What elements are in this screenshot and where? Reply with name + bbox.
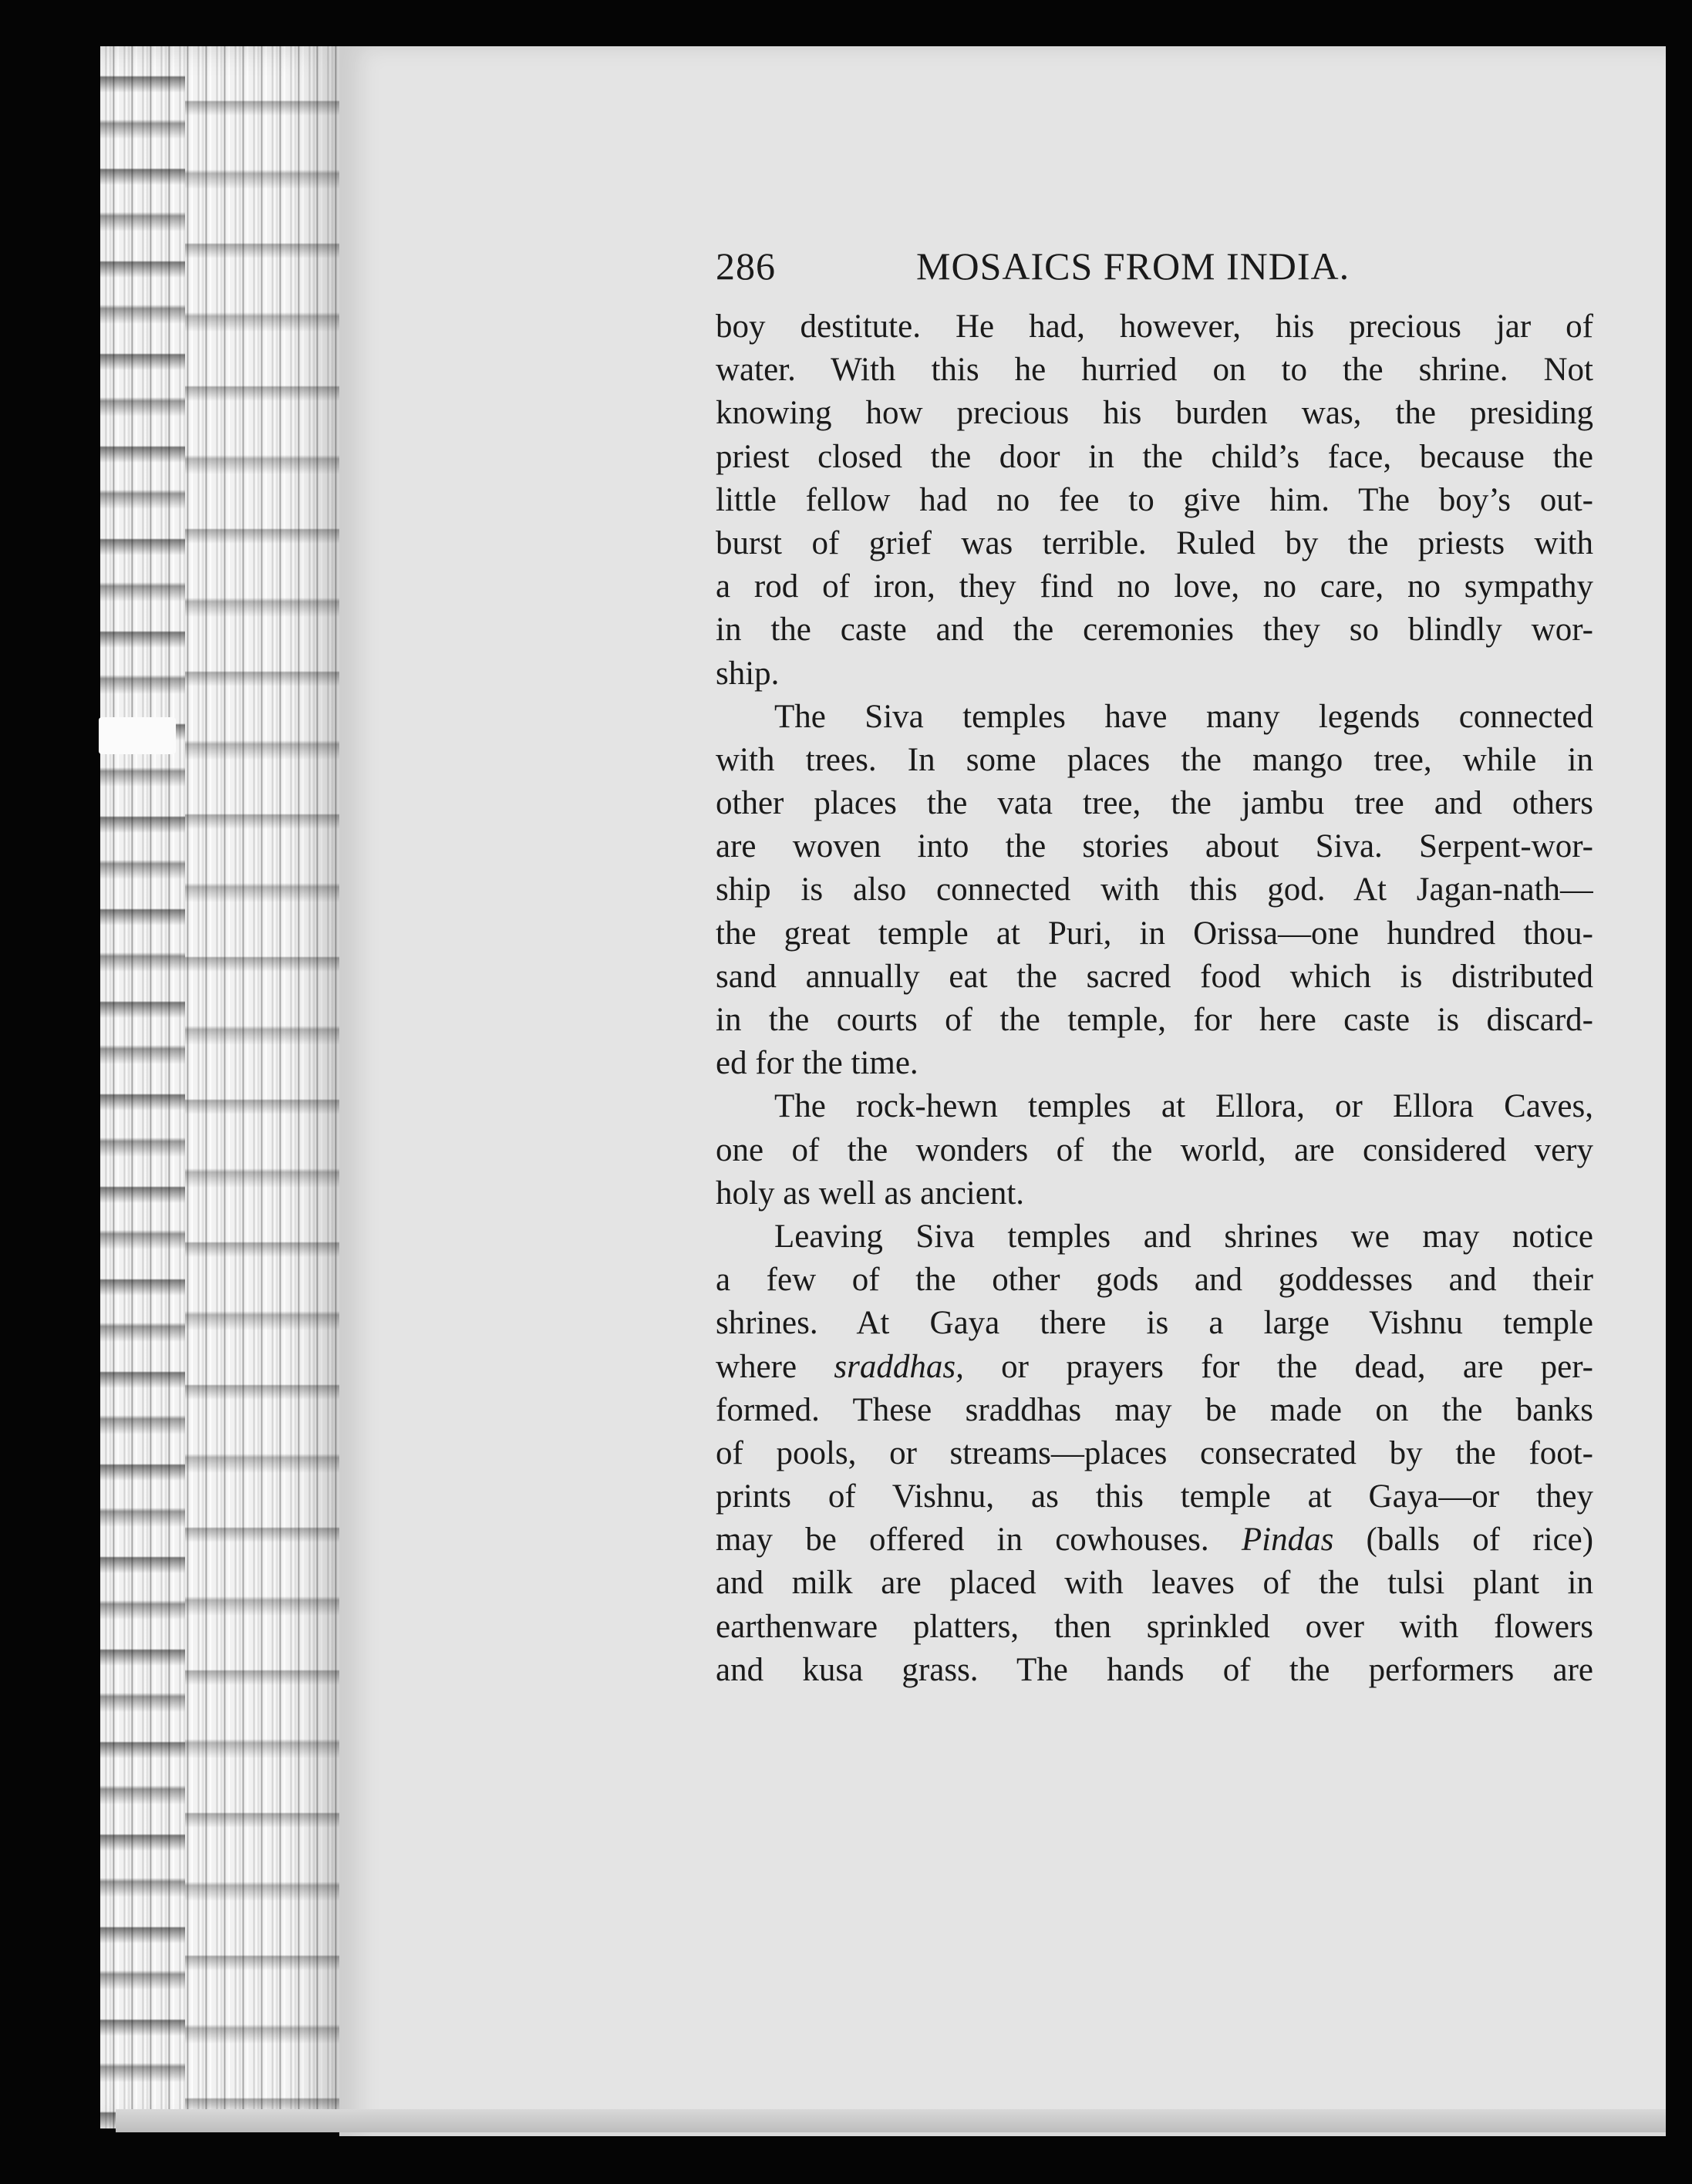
body-line: in the caste and the ceremonies they so blindly wor- [716, 612, 1593, 649]
page-bottom-edge [116, 2109, 1666, 2132]
body-line: a rod of iron, they find no love, no care, no sympathy [716, 568, 1593, 605]
running-title: MOSAICS FROM INDIA. [916, 244, 1350, 288]
body-line: and milk are placed with leaves of the tulsi plant in [716, 1565, 1593, 1602]
bookmark-tab [99, 717, 176, 754]
body-text [716, 305, 1593, 1692]
body-line: may be offered in cowhouses. Pindas (balls of rice) [716, 1522, 1593, 1559]
body-line: Leaving Siva temples and shrines we may notice [774, 1218, 1593, 1255]
page-edges-shadow [100, 46, 185, 2128]
body-line: burst of grief was terrible. Ruled by the priests with [716, 524, 1593, 561]
body-line: ship. [716, 655, 780, 692]
body-line: sand annually eat the sacred food which is distributed [716, 958, 1593, 995]
page-number: 286 [716, 244, 776, 288]
body-line: are woven into the stories about Siva. Serpent-wor- [716, 828, 1593, 865]
body-line: boy destitute. He had, however, his precious jar of [716, 308, 1593, 345]
body-line: water. With this he hurried on to the shrine. Not [716, 352, 1593, 389]
body-line: and kusa grass. The hands of the performers are [716, 1651, 1593, 1688]
body-line: one of the wonders of the world, are considered very [716, 1131, 1593, 1168]
italic-term: Pindas [1241, 1522, 1334, 1559]
body-line: with trees. In some places the mango tree, while in [716, 741, 1593, 778]
body-line: ed for the time. [716, 1045, 918, 1082]
running-head [716, 244, 1593, 298]
body-line: where sraddhas, or prayers for the dead, are per- [716, 1348, 1593, 1385]
text-block [716, 244, 1593, 1692]
body-line: knowing how precious his burden was, the presiding [716, 395, 1593, 432]
body-line: The Siva temples have many legends connected [774, 698, 1593, 735]
body-line: earthenware platters, then sprinkled over with flowers [716, 1608, 1593, 1645]
body-line: holy as well as ancient. [716, 1175, 1025, 1212]
italic-term: sraddhas, [834, 1348, 964, 1385]
body-line: formed. These sraddhas may be made on the banks [716, 1391, 1593, 1428]
body-line: a few of the other gods and goddesses and their [716, 1262, 1593, 1299]
body-line: ship is also connected with this god. At Jagan-nath— [716, 871, 1593, 908]
body-line: in the courts of the temple, for here caste is discard- [716, 1002, 1593, 1038]
body-line: little fellow had no fee to give him. The boy’s out- [716, 481, 1593, 518]
body-line: The rock-hewn temples at Ellora, or Ellora Caves, [774, 1088, 1593, 1125]
body-line: shrines. At Gaya there is a large Vishnu temple [716, 1305, 1593, 1342]
body-line: prints of Vishnu, as this temple at Gaya—or they [716, 1478, 1593, 1515]
body-line: of pools, or streams—places consecrated by the foot- [716, 1434, 1593, 1471]
body-line: the great temple at Puri, in Orissa—one hundred thou- [716, 915, 1593, 952]
body-line: other places the vata tree, the jambu tree and others [716, 785, 1593, 822]
body-line: priest closed the door in the child’s face, because the [716, 438, 1593, 475]
page-edges-streaks [185, 46, 339, 2128]
